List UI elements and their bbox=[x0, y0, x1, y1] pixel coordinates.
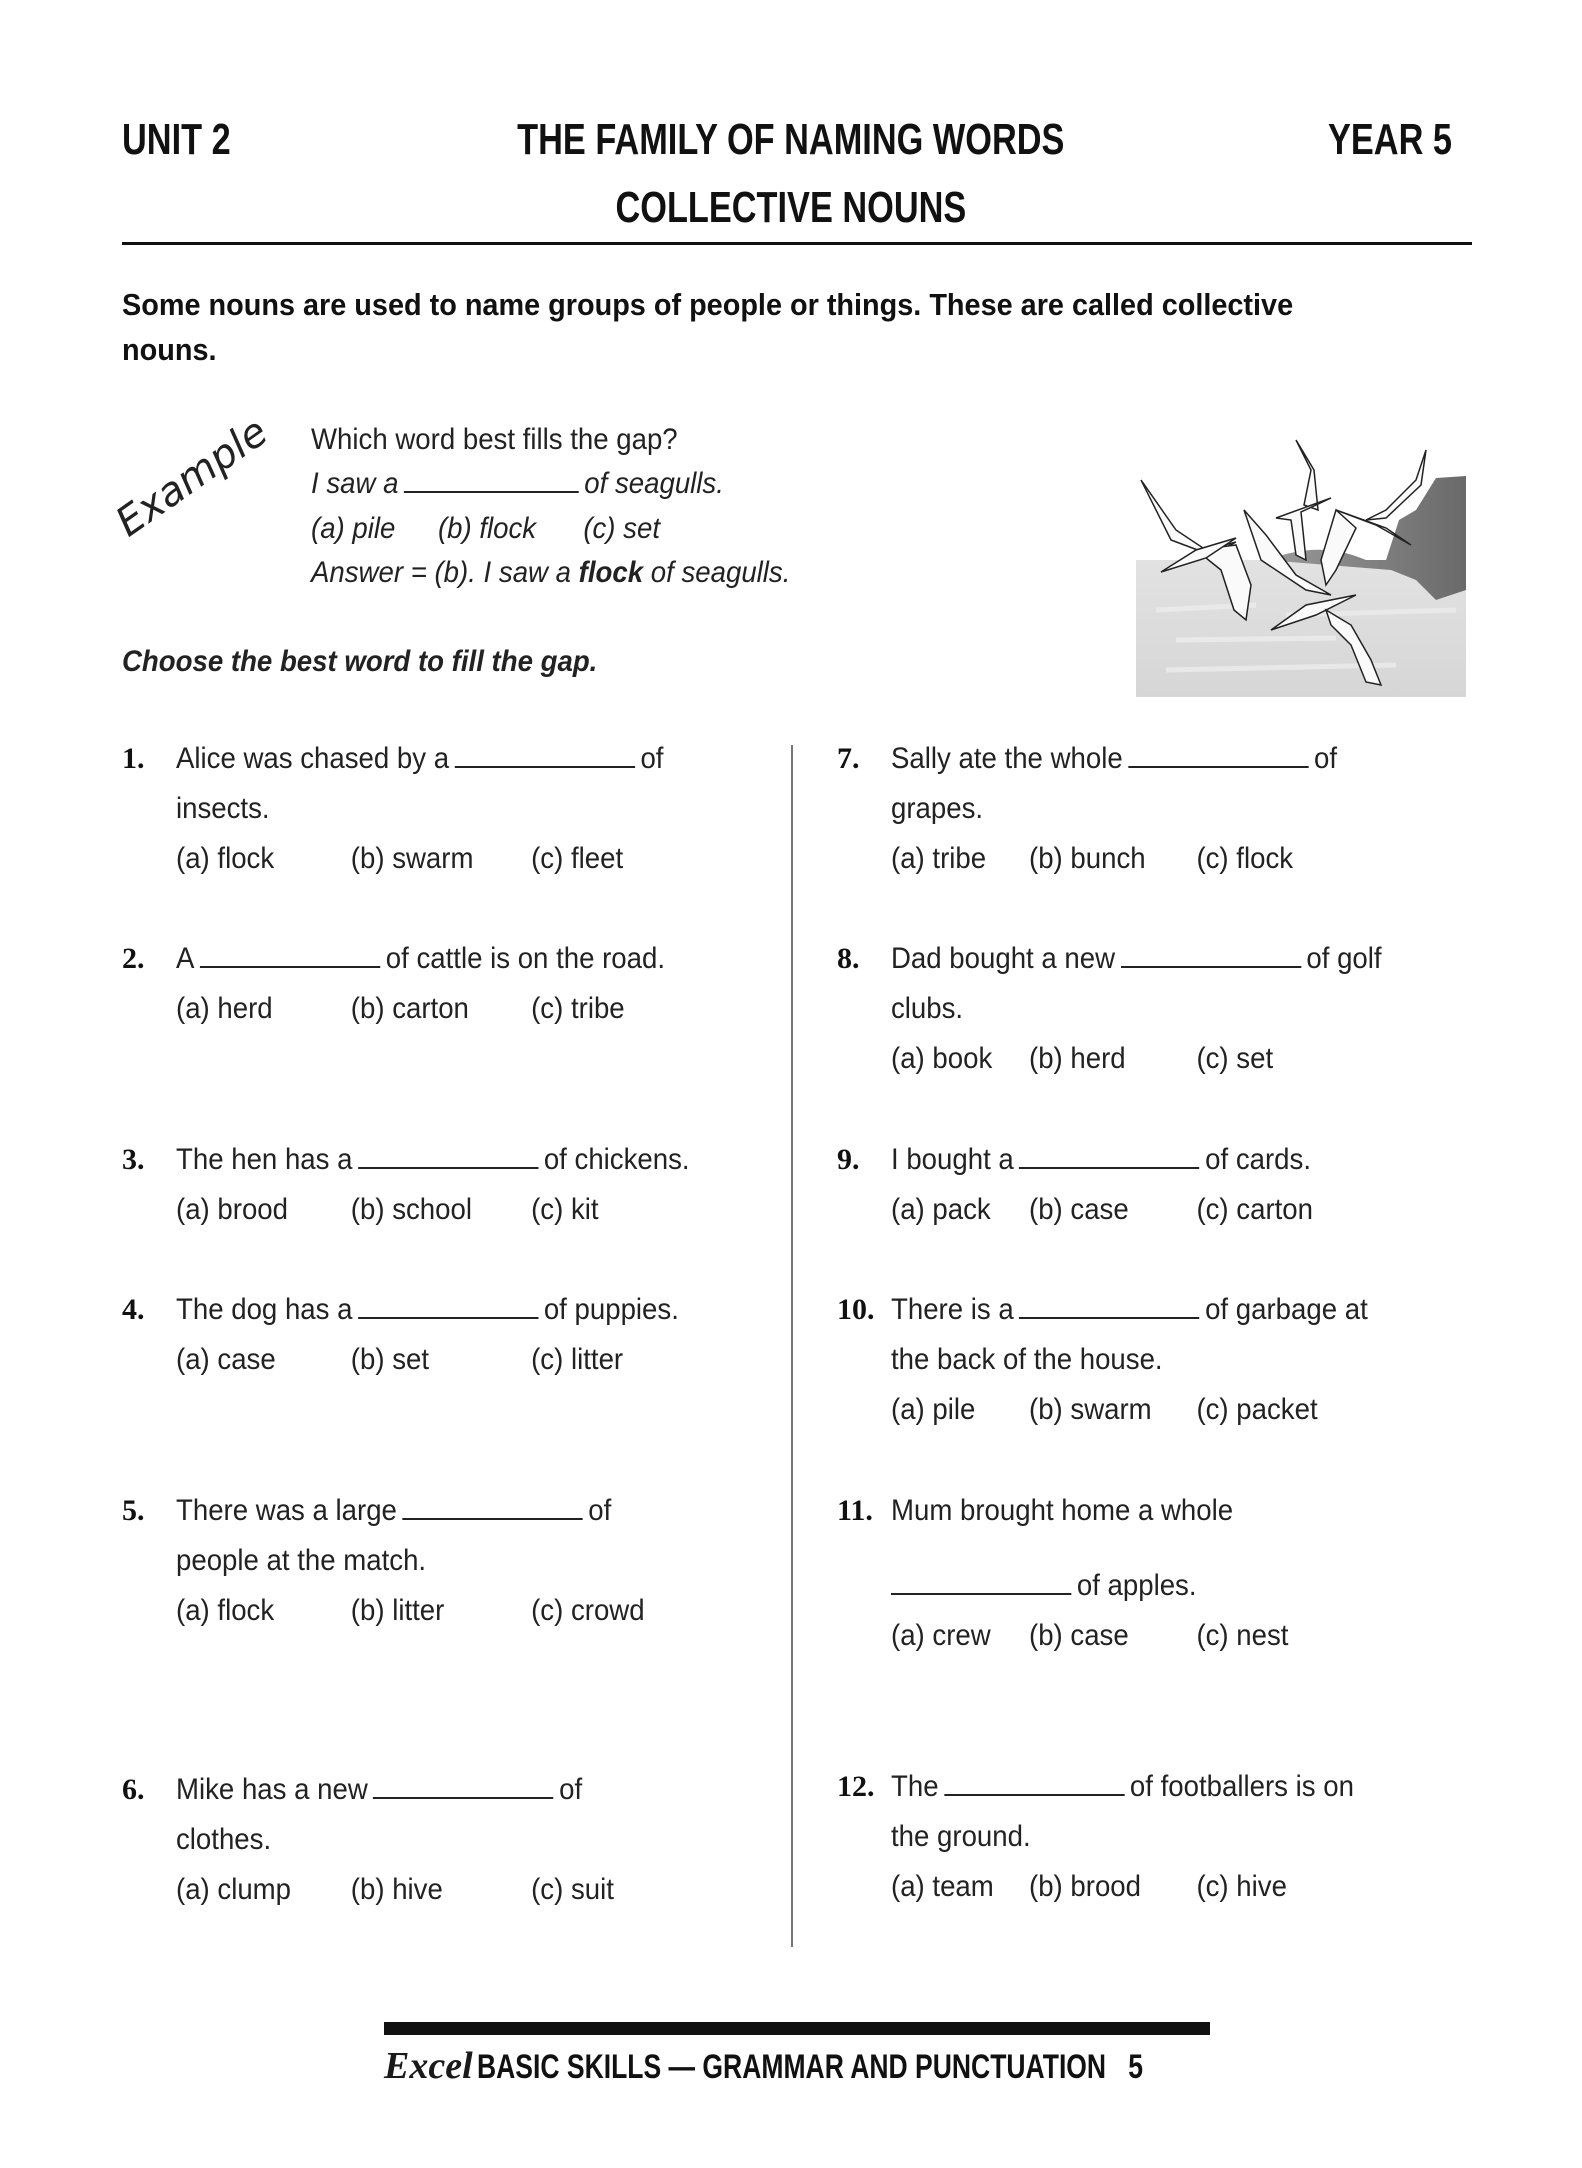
question-5-text bbox=[176, 1494, 611, 1528]
footer-rule bbox=[384, 2022, 1210, 2035]
question-3-text bbox=[176, 1143, 690, 1177]
example-label: Example bbox=[107, 408, 277, 546]
question-12-text bbox=[891, 1770, 1354, 1804]
option-a[interactable]: (a) clump bbox=[176, 1873, 292, 1906]
answer-after: of seagulls. bbox=[650, 556, 791, 589]
question-10-text bbox=[891, 1293, 1368, 1327]
answer-blank[interactable] bbox=[358, 1317, 538, 1319]
question-8-line2: clubs. bbox=[891, 992, 964, 1025]
option-c[interactable]: (c) suit bbox=[531, 1873, 614, 1906]
option-b[interactable]: (b) litter bbox=[350, 1594, 445, 1627]
option-c[interactable]: (c) fleet bbox=[531, 842, 624, 875]
option-c[interactable]: (c) kit bbox=[531, 1193, 599, 1226]
header-rule bbox=[122, 242, 1472, 245]
year-label: YEAR 5 bbox=[1328, 115, 1452, 164]
question-number: 12. bbox=[837, 1770, 875, 1803]
option-a[interactable]: (a) case bbox=[176, 1343, 276, 1376]
answer-blank[interactable] bbox=[891, 1593, 1071, 1595]
question-number: 1. bbox=[122, 742, 145, 775]
subtitle-text: COLLECTIVE NOUNS bbox=[615, 183, 967, 232]
option-c[interactable]: (c) packet bbox=[1196, 1393, 1318, 1426]
q4-after: of puppies. bbox=[543, 1293, 679, 1326]
option-a[interactable]: (a) flock bbox=[176, 842, 275, 875]
question-12-options bbox=[891, 1870, 1287, 1904]
question-9-options bbox=[891, 1193, 1313, 1227]
question-7-options bbox=[891, 842, 1293, 876]
question-6-line2: clothes. bbox=[176, 1823, 272, 1856]
footer-title: BASIC SKILLS — GRAMMAR AND PUNCTUATION bbox=[477, 2048, 1107, 2086]
question-9-text bbox=[891, 1143, 1311, 1177]
title-text: THE FAMILY OF NAMING WORDS bbox=[517, 115, 1065, 164]
option-c[interactable]: (c) carton bbox=[1196, 1193, 1314, 1226]
answer-before: Answer = (b). I saw a bbox=[311, 556, 572, 589]
question-4-text bbox=[176, 1293, 679, 1327]
question-10-line2: the back of the house. bbox=[891, 1343, 1163, 1376]
q6-before: Mike has a new bbox=[176, 1773, 368, 1806]
question-number: 2. bbox=[122, 942, 145, 975]
option-b[interactable]: (b) swarm bbox=[350, 842, 474, 875]
option-a[interactable]: (a) book bbox=[891, 1042, 993, 1075]
question-6-options bbox=[176, 1873, 614, 1907]
option-b[interactable]: (b) bunch bbox=[1029, 842, 1146, 875]
option-c[interactable]: (c) set bbox=[1196, 1042, 1274, 1075]
q5-before: There was a large bbox=[176, 1494, 397, 1527]
question-5-line2: people at the match. bbox=[176, 1544, 427, 1577]
q1-before: Alice was chased by a bbox=[176, 742, 450, 775]
option-a[interactable]: (a) team bbox=[891, 1870, 994, 1903]
q9-after: of cards. bbox=[1205, 1143, 1311, 1176]
option-b[interactable]: (b) case bbox=[1029, 1193, 1129, 1226]
option-b[interactable]: (b) carton bbox=[350, 992, 469, 1025]
answer-blank[interactable] bbox=[1019, 1317, 1199, 1319]
question-2-options bbox=[176, 992, 625, 1026]
example-answer bbox=[311, 556, 790, 590]
q4-before: The dog has a bbox=[176, 1293, 353, 1326]
option-b[interactable]: (b) case bbox=[1029, 1619, 1129, 1652]
q8-before: Dad bought a new bbox=[891, 942, 1116, 975]
example-question: Which word best fills the gap? bbox=[311, 423, 678, 456]
q10-after: of garbage at bbox=[1205, 1293, 1368, 1326]
option-b[interactable]: (b) brood bbox=[1029, 1870, 1141, 1903]
question-number: 8. bbox=[837, 942, 860, 975]
option-a[interactable]: (a) pile bbox=[891, 1393, 976, 1426]
option-c[interactable]: (c) crowd bbox=[531, 1594, 645, 1627]
question-number: 7. bbox=[837, 742, 860, 775]
option-c[interactable]: (c) flock bbox=[1196, 842, 1294, 875]
answer-blank[interactable] bbox=[402, 1518, 582, 1520]
q9-before: I bought a bbox=[891, 1143, 1014, 1176]
question-number: 5. bbox=[122, 1494, 145, 1527]
option-b[interactable]: (b) set bbox=[350, 1343, 430, 1376]
q7-before: Sally ate the whole bbox=[891, 742, 1123, 775]
question-8-options bbox=[891, 1042, 1273, 1076]
question-10-options bbox=[891, 1393, 1318, 1427]
answer-blank[interactable] bbox=[944, 1794, 1124, 1796]
option-c[interactable]: (c) tribe bbox=[531, 992, 625, 1025]
footer bbox=[384, 2044, 1210, 2088]
q10-before: There is a bbox=[891, 1293, 1014, 1326]
q7-after: of bbox=[1314, 742, 1338, 775]
answer-bold-word: flock bbox=[578, 556, 644, 589]
question-7-line2: grapes. bbox=[891, 792, 984, 825]
option-a[interactable]: (a) crew bbox=[891, 1619, 991, 1652]
question-2-text bbox=[176, 942, 665, 976]
q1-after: of bbox=[640, 742, 664, 775]
question-3-options bbox=[176, 1193, 599, 1227]
question-number: 3. bbox=[122, 1143, 145, 1176]
option-a[interactable]: (a) flock bbox=[176, 1594, 275, 1627]
intro-line-1: Some nouns are used to name groups of people or things. These are called collective bbox=[122, 287, 1294, 322]
answer-blank[interactable] bbox=[200, 966, 380, 968]
footer-text bbox=[477, 2048, 1143, 2087]
q8-after: of golf bbox=[1306, 942, 1382, 975]
answer-blank[interactable] bbox=[1121, 966, 1301, 968]
unit-label: UNIT 2 bbox=[122, 115, 231, 164]
answer-blank[interactable] bbox=[1019, 1167, 1199, 1169]
q12-before: The bbox=[891, 1770, 939, 1803]
option-c[interactable]: (c) nest bbox=[1196, 1619, 1289, 1652]
q6-after: of bbox=[559, 1773, 583, 1806]
seagulls-illustration bbox=[1136, 410, 1472, 700]
question-12-line2: the ground. bbox=[891, 1820, 1031, 1853]
question-number: 11. bbox=[837, 1494, 873, 1527]
column-divider bbox=[791, 745, 793, 1947]
question-11-text: Mum brought home a whole bbox=[891, 1494, 1234, 1527]
q3-after: of chickens. bbox=[543, 1143, 690, 1176]
answer-blank[interactable] bbox=[373, 1797, 553, 1799]
question-number: 9. bbox=[837, 1143, 860, 1176]
question-7-text bbox=[891, 742, 1337, 776]
instruction: Choose the best word to fill the gap. bbox=[122, 645, 598, 678]
question-8-text bbox=[891, 942, 1382, 976]
question-4-options bbox=[176, 1343, 623, 1377]
question-5-options bbox=[176, 1594, 645, 1628]
option-b[interactable]: (b) herd bbox=[1029, 1042, 1126, 1075]
example-option-b: (b) flock bbox=[437, 512, 537, 545]
example-option-a: (a) pile bbox=[311, 512, 396, 545]
q3-before: The hen has a bbox=[176, 1143, 353, 1176]
question-6-text bbox=[176, 1773, 582, 1807]
example-blank bbox=[404, 491, 579, 493]
q2-before: A bbox=[176, 942, 195, 975]
option-b[interactable]: (b) school bbox=[350, 1193, 472, 1226]
option-b[interactable]: (b) swarm bbox=[1029, 1393, 1152, 1426]
example-options bbox=[311, 512, 660, 546]
footer-brand: Excel bbox=[384, 2045, 473, 2087]
question-1-options bbox=[176, 842, 623, 876]
q5-after: of bbox=[588, 1494, 612, 1527]
question-number: 10. bbox=[837, 1293, 875, 1326]
seagulls-icon bbox=[1136, 410, 1472, 700]
example-sentence bbox=[311, 467, 724, 501]
answer-blank[interactable] bbox=[358, 1167, 538, 1169]
q2-after: of cattle is on the road. bbox=[385, 942, 666, 975]
example-sentence-before: I saw a bbox=[311, 467, 399, 500]
option-a[interactable]: (a) brood bbox=[176, 1193, 288, 1226]
q12-after: of footballers is on bbox=[1129, 1770, 1354, 1803]
question-number: 4. bbox=[122, 1293, 145, 1326]
q11-after: of apples. bbox=[1076, 1569, 1197, 1602]
answer-blank[interactable] bbox=[455, 766, 635, 768]
option-a[interactable]: (a) pack bbox=[891, 1193, 991, 1226]
question-1-text bbox=[176, 742, 663, 776]
page-number: 5 bbox=[1128, 2048, 1144, 2086]
option-a[interactable]: (a) herd bbox=[176, 992, 273, 1025]
option-b[interactable]: (b) hive bbox=[350, 1873, 443, 1906]
question-1-line2: insects. bbox=[176, 792, 270, 825]
intro-line-2: nouns. bbox=[122, 332, 217, 367]
question-11-options bbox=[891, 1619, 1288, 1653]
option-a[interactable]: (a) tribe bbox=[891, 842, 987, 875]
example-option-c: (c) set bbox=[583, 512, 660, 545]
answer-blank[interactable] bbox=[1128, 766, 1308, 768]
option-c[interactable]: (c) litter bbox=[531, 1343, 624, 1376]
page-subtitle bbox=[0, 183, 1582, 233]
example-sentence-after: of seagulls. bbox=[584, 467, 724, 500]
option-c[interactable]: (c) hive bbox=[1196, 1870, 1287, 1903]
question-11-line2 bbox=[891, 1569, 1197, 1603]
question-number: 6. bbox=[122, 1773, 145, 1806]
